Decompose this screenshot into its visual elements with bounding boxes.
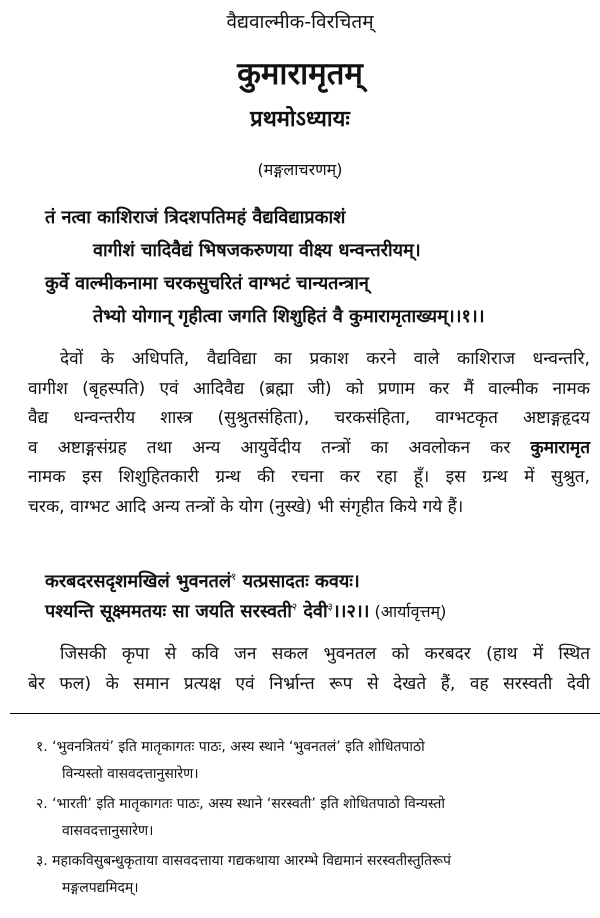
footnote-ref-3[interactable]: ३ bbox=[327, 602, 333, 613]
running-header: वैद्यवाल्मीक-विरचितम् bbox=[226, 11, 374, 33]
para1-line2: वागीश (बृहस्पति) एवं आदिवैद्य (ब्रह्मा जी) को प्रणाम कर मैं वाल्मीक नामक bbox=[28, 378, 590, 399]
footnote-1-line2: विन्यस्तो वासवदत्तानुसारेण। bbox=[62, 766, 199, 782]
footnote-3-line1: ३. महाकविसुबन्धुकृताया वासवदत्ताया गद्यकथाया आरम्भे विद्यमानं सरस्वतीस्तुतिरूपं bbox=[36, 853, 451, 869]
verse1-line4: तेभ्यो योगान् गृहीत्वा जगति शिशुहितं वै कुमारामृताख्यम्।।१।। bbox=[93, 306, 485, 327]
chapter-title: प्रथमोऽध्यायः bbox=[250, 107, 350, 132]
verse1-line3: कुर्वे वाल्मीकनामा चरकसुचरितं वाग्भटं चान्यतन्त्रान् bbox=[45, 273, 369, 294]
verse1-line2: वागीशं चादिवैद्यं भिषजकरुणया वीक्ष्य धन्वन्तरीयम्। bbox=[93, 240, 421, 261]
para1-line6: चरक, वाग्भट आदि अन्य तन्त्रों के योग (नुस्खे) भी संगृहीत किये गये हैं। bbox=[28, 496, 464, 517]
para1-line5: नामक इस शिशुहितकारी ग्रन्थ की रचना कर रहा हूँ। इस ग्रन्थ में सुश्रुत, bbox=[28, 467, 590, 487]
para1-line4: व अष्टाङ्गसंग्रह तथा अन्य आयुर्वेदीय तन्त्रों का अवलोकन कर कुमारामृत bbox=[28, 437, 590, 458]
verse2-line1: करबदरसदृशमखिलं भुवनतलं$^१$ यत्प्रसादतः कवयः। bbox=[45, 571, 360, 592]
para1-line3: वैद्य धन्वन्तरीय शास्त्र (सुश्रुतसंहिता), चरकसंहिता, वाग्भटकृत अष्टाङ्गहृदय bbox=[28, 408, 590, 428]
book-name-highlight: कुमारामृत bbox=[530, 437, 590, 458]
footnote-2-line1: २. ‘भारती’ इति मातृकागतः पाठः, अस्य स्थाने ‘सरस्वती’ इति शोधितपाठो विन्यस्तो bbox=[36, 796, 446, 812]
footnote-divider bbox=[10, 713, 600, 714]
verse2-line2: पश्यन्ति सूक्ष्ममतयः सा जयति सरस्वती$^२$ देवी$^३$।।२।। (आर्यावृत्तम्) bbox=[45, 601, 447, 622]
footnote-2-line2: वासवदत्तानुसारेण। bbox=[62, 823, 154, 839]
verse1-line1: तं नत्वा काशिराजं त्रिदशपतिमहं वैद्यविद्याप्रकाशं bbox=[45, 207, 346, 228]
invocation-heading: (मङ्गलाचरणम्) bbox=[257, 160, 343, 179]
para2-line2: बेर फल) के समान प्रत्यक्ष एवं निर्भ्रान्त रूप से देखते हैं, वह सरस्वती देवी bbox=[28, 673, 590, 694]
commentary-paragraph-1 bbox=[28, 345, 590, 522]
commentary-paragraph-2 bbox=[28, 640, 590, 699]
footnote-ref-2[interactable]: २ bbox=[291, 602, 298, 613]
book-title: कुमारामृतम् bbox=[237, 56, 363, 92]
meter-name: (आर्यावृत्तम्) bbox=[369, 602, 447, 621]
para2-line1: जिसकी कृपा से कवि जन सकल भुवनतल को करबदर (हाथ में स्थित bbox=[60, 644, 590, 664]
para1-line1: देवों के अधिपति, वैद्यविद्या का प्रकाश करने वाले काशिराज धन्वन्तरि, bbox=[60, 349, 590, 369]
footnote-ref-1[interactable]: १ bbox=[231, 572, 237, 583]
footnote-3-line2: मङ्गलपद्यमिदम्। bbox=[62, 880, 139, 896]
footnote-1-line1: १. ‘भुवनत्रितयं’ इति मातृकागतः पाठः, अस्य स्थाने ‘भुवनतलं’ इति शोधितपाठो bbox=[36, 739, 425, 755]
